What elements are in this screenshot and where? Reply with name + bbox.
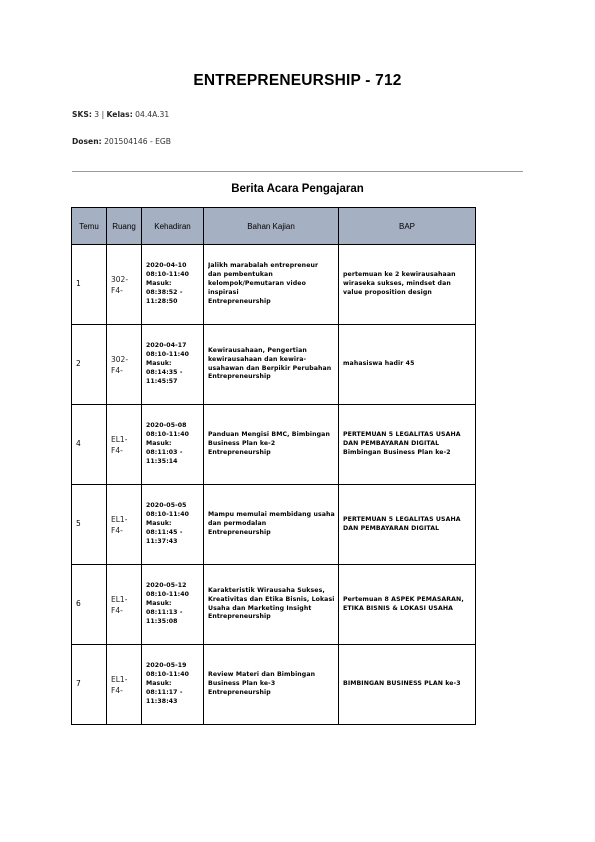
cell-ruang	[107, 325, 142, 405]
kehadiran-line: Masuk:	[146, 440, 172, 448]
kehadiran-line: Masuk:	[146, 280, 172, 288]
kehadiran-line: Masuk:	[146, 600, 172, 608]
kehadiran-line: 11:35:08	[146, 617, 178, 625]
bahan-line: Kreativitas dan Etika Bisnis, Lokasi	[208, 595, 335, 603]
kehadiran-line: 08:10-11:40	[146, 351, 190, 359]
cell-temu: 5	[72, 485, 107, 565]
kehadiran-line: 11:28:50	[146, 297, 178, 305]
kehadiran-line: 2020-04-10	[146, 262, 187, 270]
cell-temu: 1	[72, 245, 107, 325]
cell-bap	[339, 325, 476, 405]
lecturer-line	[72, 137, 171, 146]
cell-bap	[339, 485, 476, 565]
cell-kehadiran	[142, 405, 204, 485]
table-body	[72, 245, 476, 725]
meta-separator: |	[101, 110, 105, 119]
header-bahan-kajian: Bahan Kajian	[204, 208, 339, 245]
bap-line: mahasiswa hadir 45	[343, 360, 415, 368]
ruang-line: F4-	[111, 685, 123, 695]
kehadiran-line: 08:10-11:40	[146, 591, 190, 599]
kehadiran-line: Masuk:	[146, 680, 172, 688]
table-row	[72, 245, 476, 325]
kehadiran-line: 11:38:43	[146, 697, 178, 705]
horizontal-divider	[72, 171, 523, 172]
bap-line: DAN PEMBAYARAN DIGITAL	[343, 440, 440, 448]
cell-bap	[339, 645, 476, 725]
cell-bahan-kajian	[204, 485, 339, 565]
dosen-label: Dosen:	[72, 137, 102, 146]
kehadiran-line: 2020-05-12	[146, 582, 187, 590]
ruang-line: EL1-	[111, 514, 128, 524]
kelas-value: 04.4A.31	[135, 110, 170, 119]
bap-line: pertemuan ke 2 kewirausahaan	[343, 271, 456, 279]
table-row	[72, 325, 476, 405]
kehadiran-line: 08:10-11:40	[146, 511, 190, 519]
cell-bap	[339, 565, 476, 645]
bahan-line: dan permodalan	[208, 520, 267, 528]
kehadiran-line: Masuk:	[146, 360, 172, 368]
bahan-line: Entrepreneurship	[208, 688, 271, 696]
bahan-line: Mampu memulai membidang usaha	[208, 511, 335, 519]
cell-bahan-kajian	[204, 245, 339, 325]
dosen-value: 201504146 - EGB	[104, 137, 172, 146]
bahan-line: Entrepreneurship	[208, 373, 271, 381]
bahan-line: Business Plan ke-2	[208, 440, 276, 448]
cell-temu: 4	[72, 405, 107, 485]
bahan-line: Entrepreneurship	[208, 613, 271, 621]
bahan-line: Entrepreneurship	[208, 297, 271, 305]
table-header-row	[72, 208, 476, 245]
bahan-line: Entrepreneurship	[208, 528, 271, 536]
kehadiran-line: 08:10-11:40	[146, 431, 190, 439]
bap-line: value proposition design	[343, 288, 432, 296]
bahan-line: kelompok/Pemutaran video	[208, 280, 306, 288]
header-ruang: Ruang	[107, 208, 142, 245]
table-row	[72, 485, 476, 565]
cell-ruang	[107, 645, 142, 725]
ruang-line: F4-	[111, 365, 123, 375]
cell-bap	[339, 405, 476, 485]
kehadiran-line: Masuk:	[146, 520, 172, 528]
kehadiran-line: 08:10-11:40	[146, 671, 190, 679]
table-row	[72, 565, 476, 645]
cell-ruang	[107, 405, 142, 485]
bahan-line: dan pembentukan	[208, 271, 273, 279]
sks-value: 3	[94, 110, 100, 119]
ruang-line: EL1-	[111, 674, 128, 684]
cell-kehadiran	[142, 325, 204, 405]
kehadiran-line: 08:10-11:40	[146, 271, 190, 279]
teaching-report-table	[71, 207, 476, 725]
header-temu: Temu	[72, 208, 107, 245]
cell-bahan-kajian	[204, 565, 339, 645]
header-bap: BAP	[339, 208, 476, 245]
ruang-line: EL1-	[111, 434, 128, 444]
bap-line: wiraseka sukses, mindset dan	[343, 280, 451, 288]
cell-kehadiran	[142, 645, 204, 725]
bahan-line: Karakteristik Wirausaha Sukses,	[208, 586, 325, 594]
bap-line: DAN PEMBAYARAN DIGITAL	[343, 524, 440, 532]
bap-line: Bimbingan Business Plan ke-2	[343, 448, 451, 456]
cell-kehadiran	[142, 485, 204, 565]
kehadiran-line: 2020-05-19	[146, 662, 187, 670]
ruang-line: F4-	[111, 605, 123, 615]
bahan-line: Panduan Mengisi BMC, Bimbingan	[208, 431, 330, 439]
cell-temu: 7	[72, 645, 107, 725]
bahan-line: inspirasi	[208, 288, 239, 296]
bahan-line: Usaha dan Marketing Insight	[208, 604, 312, 612]
ruang-line: F4-	[111, 445, 123, 455]
kehadiran-line: 11:35:14	[146, 457, 178, 465]
kehadiran-line: 2020-05-05	[146, 502, 187, 510]
bahan-line: Entrepreneurship	[208, 448, 271, 456]
table-row	[72, 405, 476, 485]
bap-line: PERTEMUAN 5 LEGALITAS USAHA	[343, 515, 461, 523]
bahan-line: Jalikh marabalah entrepreneur	[208, 262, 319, 270]
kehadiran-line: 08:11:17 -	[146, 688, 183, 696]
cell-bap	[339, 245, 476, 325]
kehadiran-line: 08:11:03 -	[146, 448, 183, 456]
kehadiran-line: 08:14:35 -	[146, 368, 183, 376]
ruang-line: EL1-	[111, 594, 128, 604]
course-title: ENTREPRENEURSHIP - 712	[193, 72, 402, 89]
kehadiran-line: 08:11:13 -	[146, 608, 183, 616]
cell-temu: 2	[72, 325, 107, 405]
kehadiran-line: 08:11:45 -	[146, 528, 183, 536]
cell-temu: 6	[72, 565, 107, 645]
ruang-line: 302-	[111, 274, 129, 284]
bahan-line: Business Plan ke-3	[208, 680, 276, 688]
bahan-line: Review Materi dan Bimbingan	[208, 671, 316, 679]
kelas-label: Kelas:	[106, 110, 133, 119]
cell-ruang	[107, 565, 142, 645]
bap-line: BIMBINGAN BUSINESS PLAN ke-3	[343, 680, 461, 688]
section-title: Berita Acara Pengajaran	[231, 183, 364, 195]
ruang-line: F4-	[111, 525, 123, 535]
bap-line: ETIKA BISNIS & LOKASI USAHA	[343, 604, 454, 612]
kehadiran-line: 11:37:43	[146, 537, 178, 545]
ruang-line: 302-	[111, 354, 129, 364]
kehadiran-line: 11:45:57	[146, 377, 178, 385]
bap-line: Pertemuan 8 ASPEK PEMASARAN,	[343, 595, 464, 603]
sks-label: SKS:	[72, 110, 92, 119]
kehadiran-line: 2020-05-08	[146, 422, 187, 430]
cell-ruang	[107, 485, 142, 565]
kehadiran-line: 2020-04-17	[146, 342, 187, 350]
cell-kehadiran	[142, 565, 204, 645]
header-kehadiran: Kehadiran	[142, 208, 204, 245]
cell-bahan-kajian	[204, 325, 339, 405]
ruang-line: F4-	[111, 285, 123, 295]
bahan-line: Kewirausahaan, Pengertian	[208, 346, 307, 354]
cell-ruang	[107, 245, 142, 325]
cell-kehadiran	[142, 245, 204, 325]
kehadiran-line: 08:38:52 -	[146, 288, 183, 296]
cell-bahan-kajian	[204, 645, 339, 725]
cell-bahan-kajian	[204, 405, 339, 485]
bap-line: PERTEMUAN 5 LEGALITAS USAHA	[343, 431, 461, 439]
course-meta-line	[72, 110, 169, 119]
bahan-line: usahawan dan Berpikir Perubahan	[208, 364, 332, 372]
bahan-line: kewirausahaan dan kewira-	[208, 355, 307, 363]
table-row	[72, 645, 476, 725]
